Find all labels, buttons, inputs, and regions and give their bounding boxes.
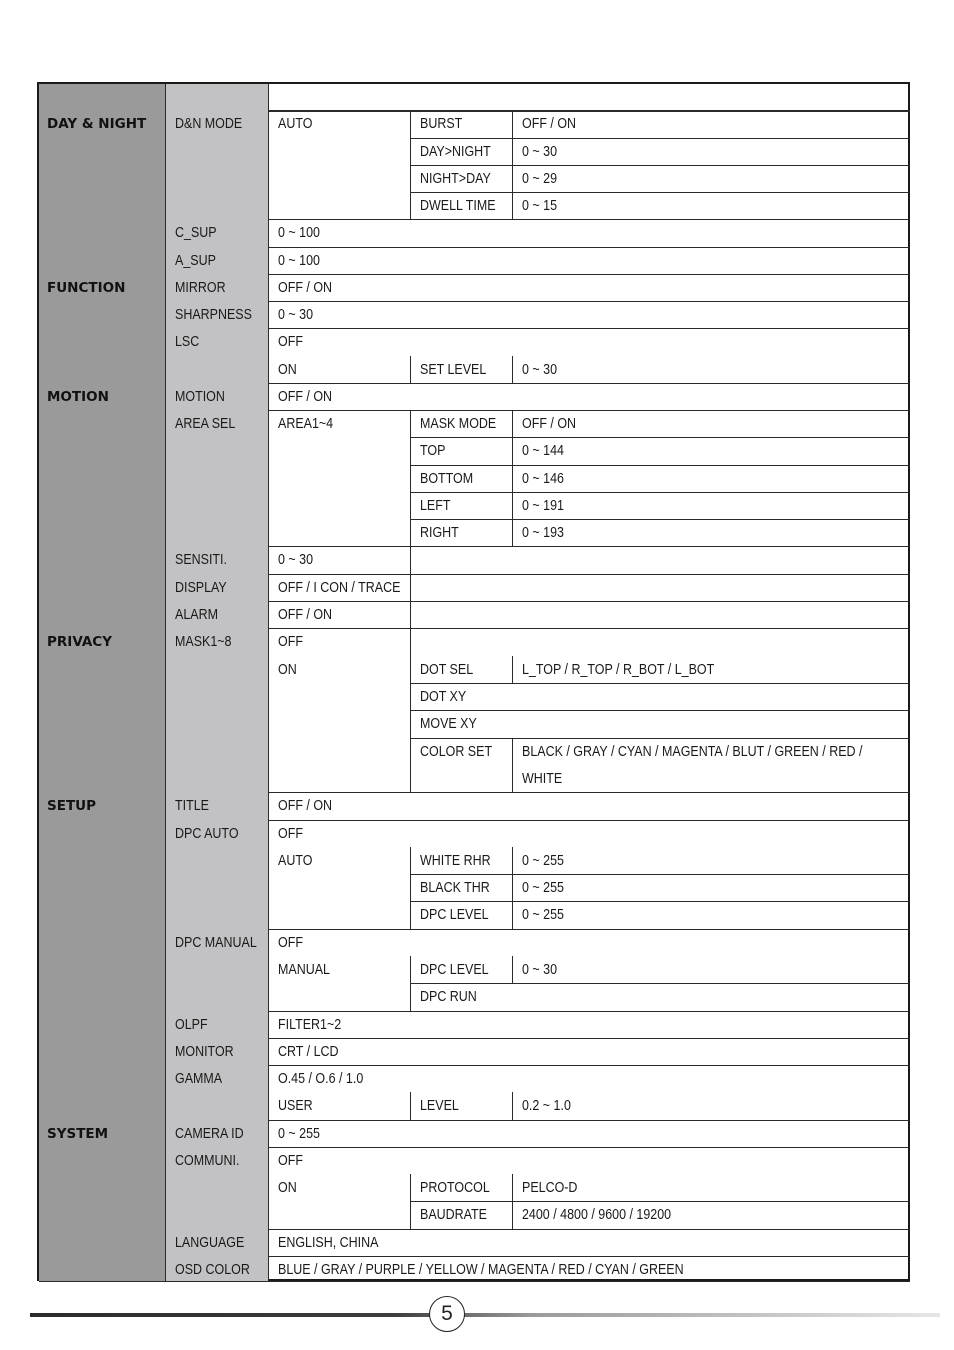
param-baudrate bbox=[410, 1201, 512, 1229]
menu-settings-table bbox=[37, 82, 910, 1281]
param-burst-text: BURST bbox=[420, 116, 463, 132]
item-sensiti bbox=[165, 546, 268, 574]
param-white-thr-value bbox=[512, 847, 910, 874]
param-gamma-level bbox=[410, 1092, 512, 1120]
param-mask-mode bbox=[410, 410, 512, 437]
param-gamma-level-text: LEVEL bbox=[420, 1098, 459, 1114]
item-gamma-text: GAMMA bbox=[175, 1071, 223, 1087]
param-set-level bbox=[410, 356, 512, 383]
value-mask-on bbox=[268, 656, 410, 792]
param-mask-mode-text: MASK MODE bbox=[420, 416, 497, 432]
grid-line bbox=[410, 1092, 411, 1120]
param-night-day bbox=[410, 165, 512, 192]
param-left-value bbox=[512, 492, 910, 519]
value-communi-on-text: ON bbox=[278, 1180, 297, 1196]
param-dot-sel bbox=[410, 656, 512, 683]
item-c-sup bbox=[165, 219, 268, 247]
header-col-2 bbox=[165, 84, 268, 110]
grid-line bbox=[512, 656, 513, 683]
grid-line bbox=[512, 901, 513, 929]
param-baudrate-value bbox=[512, 1201, 910, 1229]
value-sensiti-text: 0 ~ 30 bbox=[278, 552, 314, 568]
param-day-night-text: DAY>NIGHT bbox=[420, 144, 491, 160]
value-user bbox=[268, 1092, 410, 1120]
value-motion bbox=[268, 383, 910, 410]
param-color-set bbox=[410, 738, 512, 792]
param-day-night bbox=[410, 138, 512, 165]
item-osd-color-text: OSD COLOR bbox=[175, 1262, 250, 1278]
param-dpc-level-manual-value-text: 0 ~ 30 bbox=[522, 962, 558, 978]
grid-line bbox=[512, 847, 513, 874]
param-dwell-time-value-text: 0 ~ 15 bbox=[522, 198, 558, 214]
value-display bbox=[268, 574, 410, 601]
param-set-level-value bbox=[512, 356, 910, 383]
param-top-value bbox=[512, 437, 910, 465]
category-motion bbox=[39, 383, 165, 628]
param-move-xy bbox=[410, 710, 910, 738]
empty-cell bbox=[410, 574, 910, 601]
item-camera-id-text: CAMERA ID bbox=[175, 1126, 244, 1142]
item-dpc-auto-text: DPC AUTO bbox=[175, 826, 239, 842]
grid-line bbox=[410, 219, 910, 220]
footer-bar bbox=[30, 1313, 940, 1317]
param-right-value-text: 0 ~ 193 bbox=[522, 525, 564, 541]
grid-line bbox=[165, 1281, 910, 1282]
category-function bbox=[39, 274, 165, 383]
value-language bbox=[268, 1229, 910, 1256]
category-system bbox=[39, 1120, 165, 1281]
item-dn-mode bbox=[165, 110, 268, 219]
param-white-thr bbox=[410, 847, 512, 874]
category-system-text: SYSTEM bbox=[47, 1126, 109, 1142]
param-dwell-time bbox=[410, 192, 512, 219]
value-dpc-auto-auto-text: AUTO bbox=[278, 853, 313, 869]
item-communi-text: COMMUNI. bbox=[175, 1153, 240, 1169]
grid-line bbox=[512, 738, 513, 792]
category-privacy-text: PRIVACY bbox=[47, 634, 112, 650]
grid-line bbox=[410, 383, 910, 384]
param-mask-mode-value-text: OFF / ON bbox=[522, 416, 577, 432]
item-display bbox=[165, 574, 268, 601]
item-sensiti-text: SENSITI. bbox=[175, 552, 227, 568]
empty-cell bbox=[410, 601, 910, 628]
param-top bbox=[410, 437, 512, 465]
item-mask bbox=[165, 628, 268, 792]
value-mirror-text: OFF / ON bbox=[278, 280, 333, 296]
item-camera-id bbox=[165, 1120, 268, 1147]
param-black-thr-value-text: 0 ~ 255 bbox=[522, 880, 564, 896]
grid-line bbox=[268, 84, 269, 1281]
item-osd-color bbox=[165, 1256, 268, 1281]
param-dot-sel-value bbox=[512, 656, 910, 683]
value-a-sup bbox=[268, 247, 910, 274]
param-dpc-level-manual-text: DPC LEVEL bbox=[420, 962, 489, 978]
value-c-sup-text: 0 ~ 100 bbox=[278, 225, 320, 241]
value-auto-text: AUTO bbox=[278, 116, 313, 132]
grid-line bbox=[512, 956, 513, 983]
value-lsc-off-text: OFF bbox=[278, 334, 303, 350]
grid-line bbox=[512, 1092, 513, 1120]
grid-line bbox=[410, 1011, 910, 1012]
value-olpf-text: FILTER1~2 bbox=[278, 1017, 342, 1033]
page-number: 5 bbox=[429, 1296, 465, 1332]
value-title-text: OFF / ON bbox=[278, 798, 333, 814]
item-language-text: LANGUAGE bbox=[175, 1235, 245, 1251]
item-dpc-manual-text: DPC MANUAL bbox=[175, 935, 257, 951]
value-communi-off-text: OFF bbox=[278, 1153, 303, 1169]
param-dpc-level bbox=[410, 901, 512, 929]
value-display-text: OFF / I CON / TRACE bbox=[278, 580, 401, 596]
value-sharpness-text: 0 ~ 30 bbox=[278, 307, 314, 323]
param-dpc-run bbox=[410, 983, 910, 1011]
grid-line bbox=[512, 356, 513, 383]
param-left-value-text: 0 ~ 191 bbox=[522, 498, 564, 514]
grid-line bbox=[410, 1229, 910, 1230]
param-protocol-text: PROTOCOL bbox=[420, 1180, 490, 1196]
value-dpc-auto-off-text: OFF bbox=[278, 826, 303, 842]
item-mask-text: MASK1~8 bbox=[175, 634, 232, 650]
param-bottom bbox=[410, 465, 512, 492]
value-communi-off bbox=[268, 1147, 910, 1174]
value-lsc-on-text: ON bbox=[278, 362, 297, 378]
value-alarm-text: OFF / ON bbox=[278, 607, 333, 623]
param-color-set-text: COLOR SET bbox=[420, 744, 493, 760]
item-a-sup-text: A_SUP bbox=[175, 253, 216, 269]
param-color-set-value-text-2: WHITE bbox=[522, 771, 563, 787]
item-dn-mode-text: D&N MODE bbox=[175, 116, 243, 132]
item-mirror bbox=[165, 274, 268, 301]
param-dwell-time-value bbox=[512, 192, 910, 219]
grid-line bbox=[512, 465, 513, 492]
grid-line bbox=[512, 110, 513, 138]
value-mask-off-text: OFF bbox=[278, 634, 303, 650]
value-osd-color bbox=[268, 1256, 910, 1281]
grid-line bbox=[512, 519, 513, 546]
param-dot-sel-text: DOT SEL bbox=[420, 662, 474, 678]
param-dpc-level-text: DPC LEVEL bbox=[420, 907, 489, 923]
param-dot-xy-text: DOT XY bbox=[420, 689, 467, 705]
value-dpc-man-manual-text: MANUAL bbox=[278, 962, 330, 978]
item-olpf bbox=[165, 1011, 268, 1038]
value-sharpness bbox=[268, 301, 910, 328]
value-a-sup-text: 0 ~ 100 bbox=[278, 253, 320, 269]
grid-line bbox=[410, 847, 411, 929]
item-mirror-text: MIRROR bbox=[175, 280, 226, 296]
param-black-thr-value bbox=[512, 874, 910, 901]
grid-line bbox=[512, 410, 513, 437]
value-dpc-man-manual bbox=[268, 956, 410, 1011]
item-lsc bbox=[165, 328, 268, 383]
param-right-text: RIGHT bbox=[420, 525, 459, 541]
param-dwell-time-text: DWELL TIME bbox=[420, 198, 496, 214]
value-area bbox=[268, 410, 410, 546]
item-title-text: TITLE bbox=[175, 798, 209, 814]
item-display-text: DISPLAY bbox=[175, 580, 227, 596]
param-night-day-value bbox=[512, 165, 910, 192]
param-protocol-value-text: PELCO-D bbox=[522, 1180, 578, 1196]
value-mirror bbox=[268, 274, 910, 301]
param-white-thr-text: WHITE RHR bbox=[420, 853, 491, 869]
value-alarm bbox=[268, 601, 410, 628]
param-baudrate-value-text: 2400 / 4800 / 9600 / 19200 bbox=[522, 1207, 672, 1223]
value-title bbox=[268, 792, 910, 820]
item-area-sel-text: AREA SEL bbox=[175, 416, 236, 432]
grid-line bbox=[512, 138, 513, 165]
param-burst bbox=[410, 110, 512, 138]
grid-line bbox=[512, 1174, 513, 1201]
item-gamma bbox=[165, 1065, 268, 1120]
item-olpf-text: OLPF bbox=[175, 1017, 208, 1033]
param-dpc-level-manual bbox=[410, 956, 512, 983]
grid-line bbox=[410, 546, 910, 547]
param-color-set-value bbox=[512, 738, 910, 792]
param-protocol-value bbox=[512, 1174, 910, 1201]
value-language-text: ENGLISH, CHINA bbox=[278, 1235, 379, 1251]
param-black-thr bbox=[410, 874, 512, 901]
value-dpc-auto-auto bbox=[268, 847, 410, 929]
param-gamma-level-value bbox=[512, 1092, 910, 1120]
param-night-day-value-text: 0 ~ 29 bbox=[522, 171, 558, 187]
grid-line bbox=[512, 492, 513, 519]
param-right bbox=[410, 519, 512, 546]
param-bottom-value bbox=[512, 465, 910, 492]
param-top-text: TOP bbox=[420, 443, 446, 459]
param-dot-sel-value-text: L_TOP / R_TOP / R_BOT / L_BOT bbox=[522, 662, 715, 678]
value-dpc-man-off bbox=[268, 929, 910, 956]
item-title bbox=[165, 792, 268, 820]
value-mask-on-text: ON bbox=[278, 662, 297, 678]
item-area-sel bbox=[165, 410, 268, 546]
grid-line bbox=[512, 192, 513, 219]
param-left bbox=[410, 492, 512, 519]
param-burst-value bbox=[512, 110, 910, 138]
item-alarm bbox=[165, 601, 268, 628]
param-night-day-text: NIGHT>DAY bbox=[420, 171, 491, 187]
value-camera-id-text: 0 ~ 255 bbox=[278, 1126, 320, 1142]
item-c-sup-text: C_SUP bbox=[175, 225, 217, 241]
grid-line bbox=[512, 437, 513, 465]
category-setup bbox=[39, 792, 165, 1120]
value-dpc-man-off-text: OFF bbox=[278, 935, 303, 951]
param-move-xy-text: MOVE XY bbox=[420, 716, 477, 732]
grid-line bbox=[410, 956, 411, 1011]
param-burst-value-text: OFF / ON bbox=[522, 116, 577, 132]
param-dot-xy bbox=[410, 683, 910, 710]
param-day-night-value-text: 0 ~ 30 bbox=[522, 144, 558, 160]
grid-line bbox=[165, 84, 166, 1281]
param-gamma-level-value-text: 0.2 ~ 1.0 bbox=[522, 1098, 571, 1114]
empty-cell bbox=[410, 628, 910, 656]
grid-line bbox=[410, 929, 910, 930]
item-alarm-text: ALARM bbox=[175, 607, 218, 623]
param-dpc-level-value-text: 0 ~ 255 bbox=[522, 907, 564, 923]
grid-line bbox=[512, 165, 513, 192]
item-sharpness bbox=[165, 301, 268, 328]
value-communi-on bbox=[268, 1174, 410, 1229]
param-white-thr-value-text: 0 ~ 255 bbox=[522, 853, 564, 869]
category-privacy bbox=[39, 628, 165, 792]
param-set-level-value-text: 0 ~ 30 bbox=[522, 362, 558, 378]
value-monitor bbox=[268, 1038, 910, 1065]
value-area-text: AREA1~4 bbox=[278, 416, 334, 432]
value-camera-id bbox=[268, 1120, 910, 1147]
item-dpc-manual bbox=[165, 929, 268, 1011]
param-dpc-level-value bbox=[512, 901, 910, 929]
value-auto bbox=[268, 110, 410, 219]
value-lsc-on bbox=[268, 356, 410, 383]
param-black-thr-text: BLACK THR bbox=[420, 880, 490, 896]
item-monitor-text: MONITOR bbox=[175, 1044, 234, 1060]
value-osd-color-text: BLUE / GRAY / PURPLE / YELLOW / MAGENTA / RED / CYAN / GREEN bbox=[278, 1262, 684, 1278]
grid-line bbox=[410, 1120, 910, 1121]
param-bottom-text: BOTTOM bbox=[420, 471, 474, 487]
value-motion-text: OFF / ON bbox=[278, 389, 333, 405]
param-color-set-value-text: BLACK / GRAY / CYAN / MAGENTA / BLUT / GREEN / RED / bbox=[522, 744, 863, 760]
item-language bbox=[165, 1229, 268, 1256]
param-left-text: LEFT bbox=[420, 498, 451, 514]
value-lsc-off bbox=[268, 328, 910, 356]
item-lsc-text: LSC bbox=[175, 334, 200, 350]
param-day-night-value bbox=[512, 138, 910, 165]
item-motion bbox=[165, 383, 268, 410]
item-dpc-auto bbox=[165, 820, 268, 929]
param-dpc-level-manual-value bbox=[512, 956, 910, 983]
value-dpc-auto-off bbox=[268, 820, 910, 847]
grid-line bbox=[512, 1201, 513, 1229]
category-setup-text: SETUP bbox=[47, 798, 97, 814]
param-set-level-text: SET LEVEL bbox=[420, 362, 487, 378]
header-col-1 bbox=[39, 84, 165, 110]
param-baudrate-text: BAUDRATE bbox=[420, 1207, 487, 1223]
category-motion-text: MOTION bbox=[47, 389, 109, 405]
item-motion-text: MOTION bbox=[175, 389, 225, 405]
item-sharpness-text: SHARPNESS bbox=[175, 307, 252, 323]
grid-line bbox=[410, 110, 411, 219]
param-dpc-run-text: DPC RUN bbox=[420, 989, 477, 1005]
grid-line bbox=[410, 1174, 411, 1229]
grid-line bbox=[410, 356, 411, 383]
value-c-sup bbox=[268, 219, 910, 247]
value-gamma-text: O.45 / O.6 / 1.0 bbox=[278, 1071, 364, 1087]
item-communi bbox=[165, 1147, 268, 1229]
value-monitor-text: CRT / LCD bbox=[278, 1044, 339, 1060]
value-gamma bbox=[268, 1065, 910, 1092]
value-olpf bbox=[268, 1011, 910, 1038]
category-function-text: FUNCTION bbox=[47, 280, 126, 296]
value-sensiti bbox=[268, 546, 410, 574]
value-mask-off bbox=[268, 628, 410, 656]
param-mask-mode-value bbox=[512, 410, 910, 437]
param-top-value-text: 0 ~ 144 bbox=[522, 443, 564, 459]
grid-line bbox=[410, 546, 411, 656]
value-user-text: USER bbox=[278, 1098, 313, 1114]
grid-line bbox=[512, 874, 513, 901]
param-right-value bbox=[512, 519, 910, 546]
param-protocol bbox=[410, 1174, 512, 1201]
empty-cell bbox=[410, 546, 910, 574]
item-a-sup bbox=[165, 247, 268, 274]
category-day-night-text: DAY & NIGHT bbox=[47, 116, 147, 132]
category-day-night bbox=[39, 110, 165, 274]
item-monitor bbox=[165, 1038, 268, 1065]
param-bottom-value-text: 0 ~ 146 bbox=[522, 471, 564, 487]
